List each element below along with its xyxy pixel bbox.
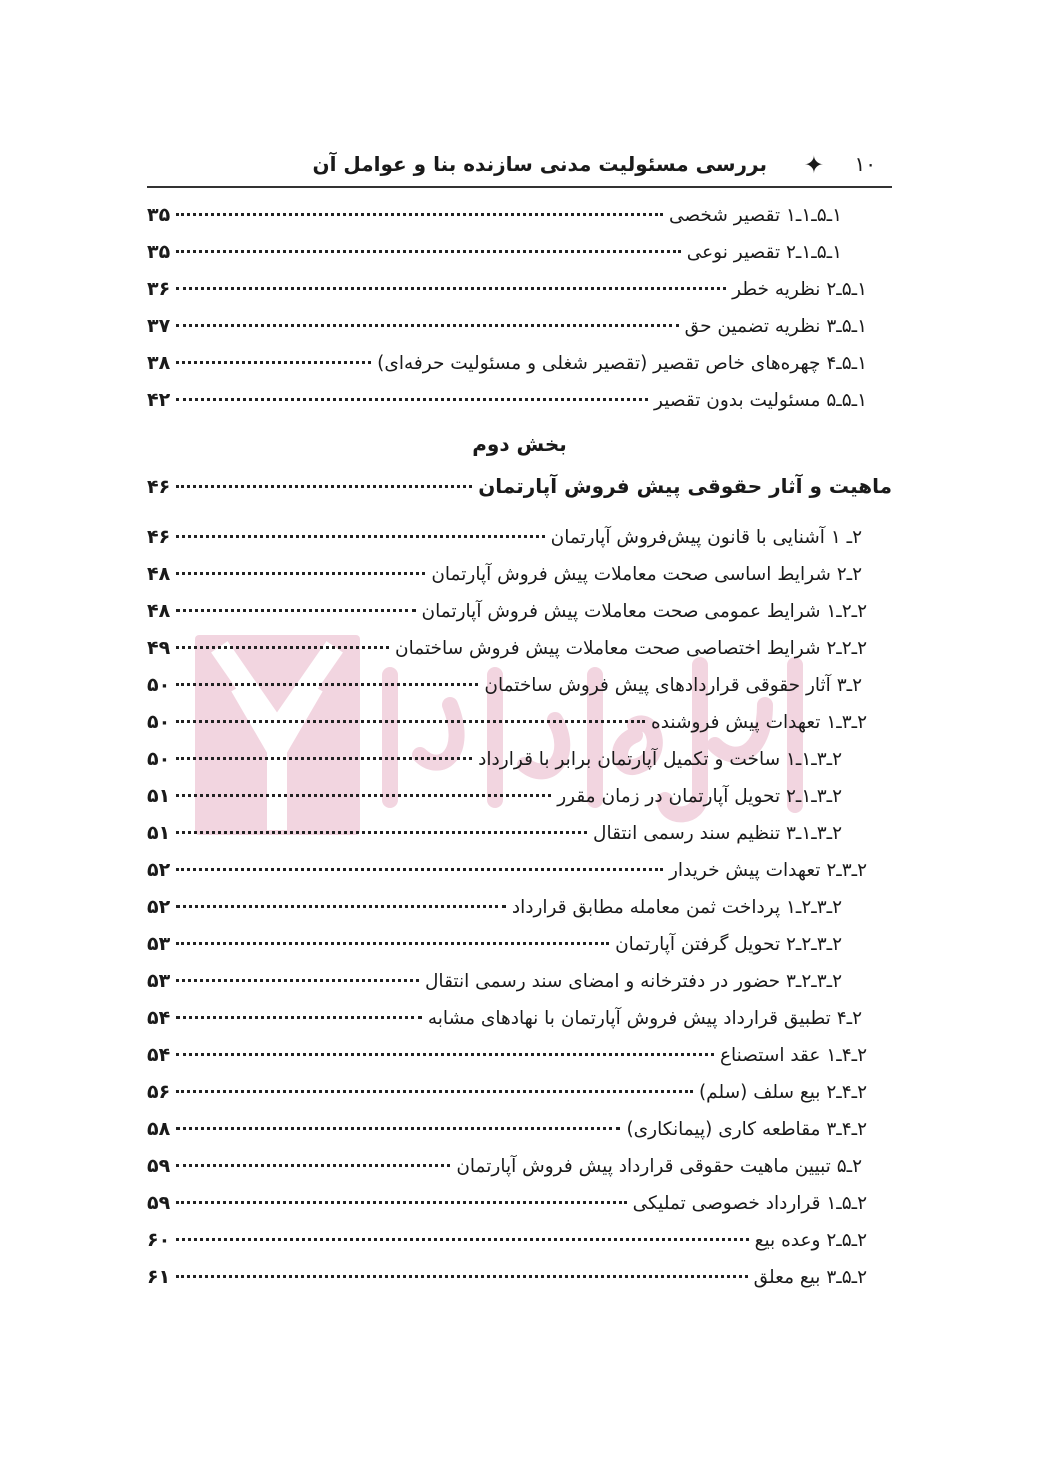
toc-entry-title: ۲ـ۵ـ۱ قرارداد خصوصی تملیکی [632, 1193, 867, 1214]
toc-entry[interactable] [147, 670, 892, 707]
toc-entry[interactable] [147, 1188, 892, 1225]
toc-entry-title: ۲ـ۳ـ۱ تعهدات پیش فروشنده [651, 712, 867, 733]
toc-entry-title: ۲ـ۳ـ۲ـ۳ حضور در دفترخانه و امضای سند رسمی انتقال [424, 971, 842, 992]
toc-entry-page: ۵۴ [147, 1044, 171, 1066]
toc-entry[interactable] [147, 1262, 892, 1299]
toc-entry-title: ۲ـ ۱ آشنایی با قانون پیش‌فروش آپارتمان [550, 527, 862, 548]
toc-entry-page: ۵۲ [147, 896, 171, 918]
dot-leader [176, 1090, 693, 1093]
toc-entry[interactable] [147, 200, 892, 237]
dot-leader [176, 646, 389, 649]
toc-entry-title: ۱ـ۵ـ۵ مسئولیت بدون تقصیر [654, 390, 867, 411]
toc-entry[interactable] [147, 1077, 892, 1114]
star-ornament-icon: ✦ [803, 151, 824, 179]
toc-entry-title: ۲ـ۳ـ۲ تعهدات پیش خریدار [668, 860, 867, 881]
toc-entry-page: ۵۱ [147, 822, 171, 844]
table-of-contents [147, 200, 892, 1299]
toc-entry-page: ۵۳ [147, 933, 171, 955]
toc-entry-page: ۳۵ [147, 241, 171, 263]
dot-leader [176, 831, 587, 834]
dot-leader [176, 1201, 626, 1204]
toc-entry-page: ۴۸ [147, 600, 171, 622]
toc-entry-title: ۲ـ۲ـ۱ شرایط عمومی صحت معاملات پیش فروش آپارتمان [421, 601, 867, 622]
toc-entry[interactable] [147, 633, 892, 670]
toc-entry[interactable] [147, 1003, 892, 1040]
dot-leader [176, 1238, 748, 1241]
section-heading: بخش دوم [472, 432, 567, 456]
toc-entry-title: ۲ـ۳ـ۱ـ۱ ساخت و تکمیل آپارتمان برابر با قرارداد [478, 749, 842, 770]
toc-entry-page: ۳۶ [147, 278, 171, 300]
toc-entry-page: ۵۴ [147, 1007, 171, 1029]
toc-entry-title: ۲ـ۲ شرایط اساسی صحت معاملات پیش فروش آپارتمان [431, 564, 862, 585]
toc-entry-page: ۳۸ [147, 352, 171, 374]
toc-entry-page: ۵۸ [147, 1118, 171, 1140]
toc-entry-page: ۴۹ [147, 637, 171, 659]
toc-entry-title: ۲ـ۵ـ۲ وعده بیع [754, 1230, 867, 1251]
dot-leader [176, 1275, 747, 1278]
toc-entry-page: ۵۹ [147, 1155, 171, 1177]
dot-leader [176, 794, 551, 797]
dot-leader [176, 720, 645, 723]
dot-leader [176, 361, 371, 364]
dot-leader [176, 1053, 714, 1056]
toc-entry[interactable] [147, 892, 892, 929]
toc-entry-page: ۵۲ [147, 859, 171, 881]
dot-leader [176, 905, 506, 908]
dot-leader [176, 942, 609, 945]
toc-entry[interactable] [147, 348, 892, 385]
toc-entry-title: ۲ـ۳ـ۱ـ۲ تحویل آپارتمان در زمان مقرر [557, 786, 842, 807]
part-title: ماهیت و آثار حقوقی پیش فروش آپارتمان [478, 474, 892, 498]
dot-leader [176, 1016, 422, 1019]
toc-entry-title: ۱ـ۵ـ۱ـ۲ تقصیر نوعی [686, 242, 842, 263]
toc-entry-page: ۵۶ [147, 1081, 171, 1103]
toc-entry-title: ۲ـ۴ـ۲ بیع سلف (سلم) [698, 1082, 867, 1103]
dot-leader [176, 683, 478, 686]
toc-entry[interactable] [147, 237, 892, 274]
dot-leader [176, 287, 726, 290]
toc-entry[interactable] [147, 744, 892, 781]
toc-entry[interactable] [147, 1151, 892, 1188]
toc-entry[interactable] [147, 781, 892, 818]
dot-leader [176, 572, 425, 575]
toc-entry-page: ۶۰ [147, 1229, 171, 1251]
toc-entry-page: ۵۳ [147, 970, 171, 992]
toc-entry[interactable] [147, 966, 892, 1003]
toc-entry-title: ۲ـ۴ـ۳ مقاطعه کاری (پیمانکاری) [626, 1119, 867, 1140]
toc-entry-page: ۵۰ [147, 711, 171, 733]
toc-entry-page: ۴۶ [147, 526, 171, 548]
dot-leader [176, 535, 544, 538]
toc-entry[interactable] [147, 1225, 892, 1262]
toc-entry-page: ۵۱ [147, 785, 171, 807]
toc-entry[interactable] [147, 818, 892, 855]
part-page: ۴۶ [147, 476, 171, 498]
toc-entry[interactable] [147, 1114, 892, 1151]
dot-leader [176, 1127, 620, 1130]
toc-entry[interactable] [147, 929, 892, 966]
dot-leader [176, 609, 415, 612]
toc-entry[interactable] [147, 385, 892, 422]
toc-entry-title: ۲ـ۳ آثار حقوقی قراردادهای پیش فروش ساختمان [484, 675, 862, 696]
toc-entry[interactable] [147, 274, 892, 311]
book-title: بررسی مسئولیت مدنی سازنده بنا و عوامل آن [312, 152, 767, 176]
toc-entry-page: ۵۰ [147, 674, 171, 696]
toc-entry-title: ۲ـ۴ تطبیق قرارداد پیش فروش آپارتمان با نهادهای مشابه [427, 1008, 862, 1029]
part-title-entry[interactable] [147, 470, 892, 522]
dot-leader [176, 485, 472, 488]
toc-entry-title: ۱ـ۵ـ۲ نظریه خطر [732, 279, 867, 300]
toc-entry-title: ۲ـ۳ـ۲ـ۱ پرداخت ثمن معامله مطابق قرارداد [511, 897, 842, 918]
dot-leader [176, 757, 472, 760]
toc-entry-title: ۲ـ۳ـ۱ـ۳ تنظیم سند رسمی انتقال [593, 823, 842, 844]
toc-entry[interactable] [147, 522, 892, 559]
toc-entry-page: ۴۸ [147, 563, 171, 585]
page-number: ۱۰ [854, 152, 876, 176]
toc-entry-title: ۲ـ۳ـ۲ـ۲ تحویل گرفتن آپارتمان [615, 934, 842, 955]
dot-leader [176, 1164, 450, 1167]
toc-entry[interactable] [147, 311, 892, 348]
toc-entry[interactable] [147, 596, 892, 633]
toc-entry-page: ۶۱ [147, 1266, 171, 1288]
dot-leader [176, 979, 419, 982]
toc-entry-title: ۲ـ۵ـ۳ بیع معلق [753, 1267, 867, 1288]
toc-entry[interactable] [147, 559, 892, 596]
toc-entry-title: ۲ـ۵ تبیین ماهیت حقوقی قرارداد پیش فروش آپارتمان [456, 1156, 862, 1177]
toc-entry-title: ۱ـ۵ـ۳ نظریه تضمین حق [684, 316, 867, 337]
toc-entry-title: ۲ـ۲ـ۲ شرایط اختصاصی صحت معاملات پیش فروش ساختمان [395, 638, 867, 659]
dot-leader [176, 398, 648, 401]
toc-entry-page: ۳۵ [147, 204, 171, 226]
dot-leader [176, 324, 678, 327]
toc-entry-title: ۱ـ۵ـ۱ـ۱ تقصیر شخصی [668, 205, 842, 226]
toc-entry-title: ۱ـ۵ـ۴ چهره‌های خاص تقصیر (تقصیر شغلی و مسئولیت حرفه‌ای) [377, 353, 867, 374]
toc-entry-title: ۲ـ۴ـ۱ عقد استصناع [719, 1045, 867, 1066]
dot-leader [176, 213, 663, 216]
running-header [147, 150, 892, 188]
dot-leader [176, 868, 663, 871]
toc-entry[interactable] [147, 707, 892, 744]
toc-entry[interactable] [147, 855, 892, 892]
toc-entry-page: ۳۷ [147, 315, 171, 337]
toc-entry-page: ۴۲ [147, 389, 171, 411]
toc-entry[interactable] [147, 1040, 892, 1077]
toc-entry-page: ۵۰ [147, 748, 171, 770]
toc-entry-page: ۵۹ [147, 1192, 171, 1214]
dot-leader [176, 250, 681, 253]
